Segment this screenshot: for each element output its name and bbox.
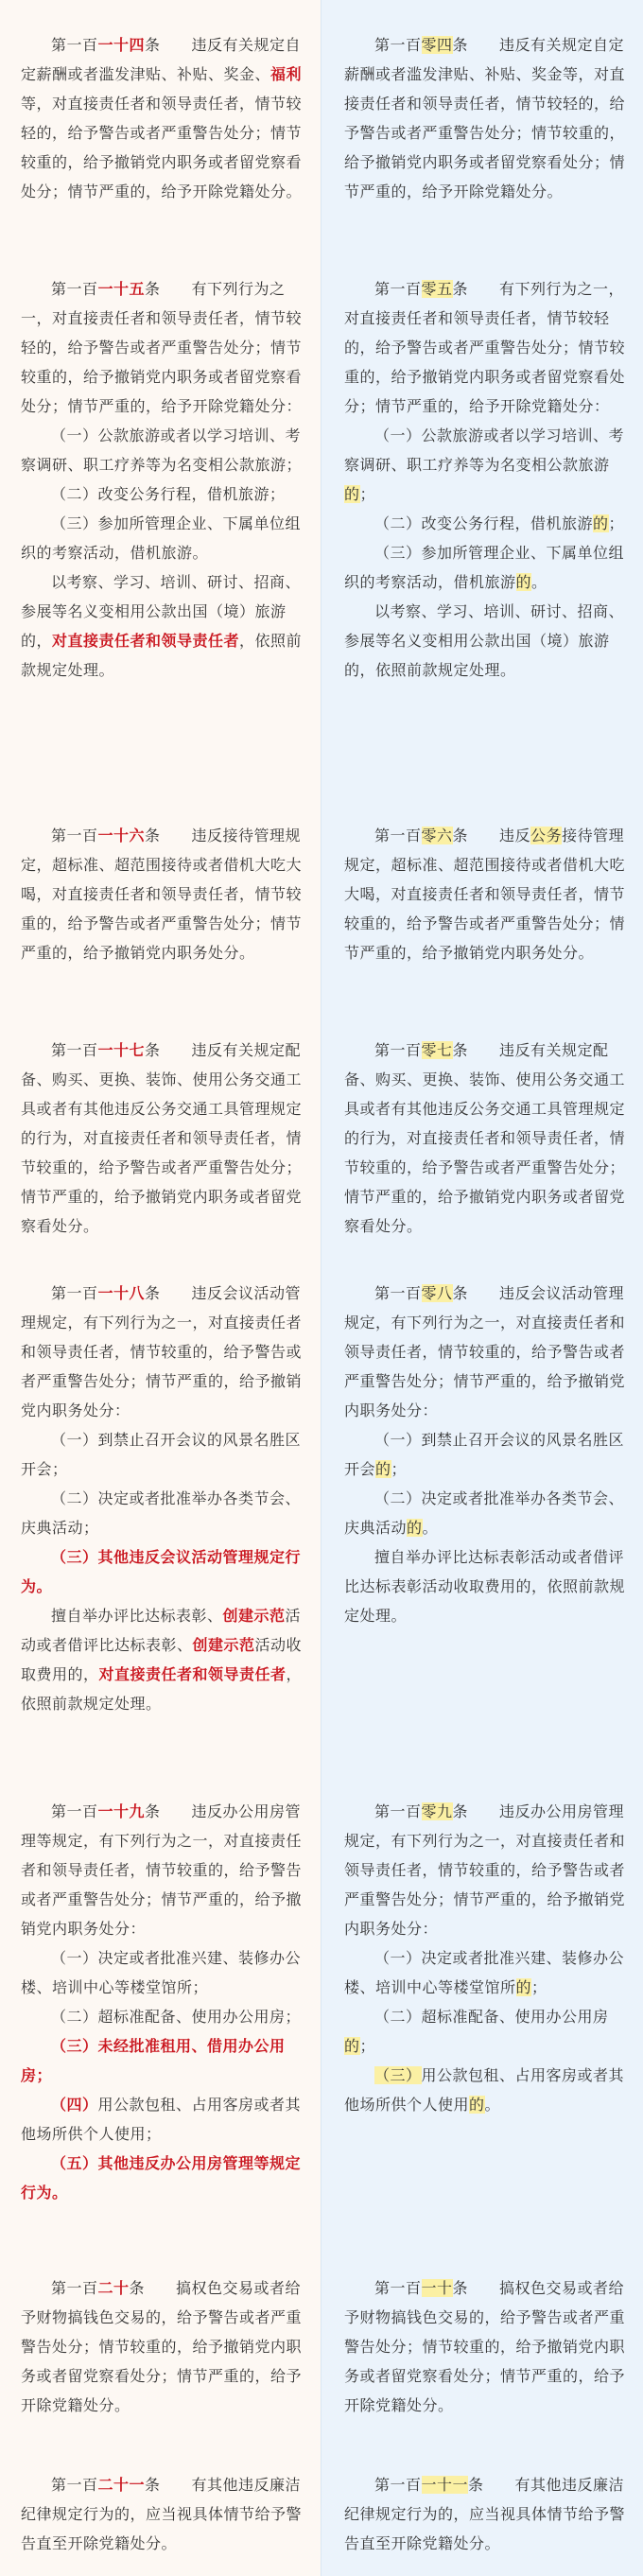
body-text: 用公款包租、占用客房或者其他场所供个人使用	[344, 2066, 625, 2114]
left-article-4	[0, 1036, 322, 1241]
article-paragraph	[344, 2273, 626, 2420]
article-paragraph	[344, 2002, 626, 2061]
right-article-6	[322, 1797, 643, 2119]
article-paragraph	[21, 274, 304, 421]
body-text: 擅自举办评比达标表彰、	[51, 1607, 223, 1625]
body-text: 第一百	[51, 1041, 98, 1059]
article-paragraph	[344, 274, 626, 421]
article-paragraph	[344, 1036, 626, 1241]
body-text: （三）参加所管理企业、下属单位组织的考察活动，借机旅游	[344, 544, 625, 591]
highlighted-text: 一十	[421, 2279, 453, 2297]
left-article-3	[0, 821, 322, 967]
body-text: 条 违反会议活动管理规定，有下列行为之一，对直接责任者和领导责任者，情节较重的，给予警告或者严重警告处分；情节严重的，给予撤销党内职务处分：	[21, 1284, 303, 1419]
highlighted-text: 一十一	[421, 2476, 469, 2494]
body-text: （一）决定或者批准兴建、装修办公楼、培训中心等楼堂馆所；	[21, 1949, 302, 1996]
left-article-6	[0, 1797, 322, 2207]
body-text: （一）决定或者批准兴建、装修办公楼、培训中心等楼堂馆所	[344, 1949, 625, 1996]
right-article-3	[322, 821, 643, 967]
changed-text: 一十八	[97, 1284, 146, 1302]
changed-text: 对直接责任者和领导责任者	[98, 1665, 287, 1683]
article-paragraph	[21, 1601, 304, 1718]
body-text: 。	[531, 573, 547, 591]
article-paragraph	[21, 1797, 304, 1943]
body-text: 条 有下列行为之一，对直接责任者和领导责任者，情节较轻的，给予警告或者严重警告处分；情节较重的，给予撤销党内职务或者留党察看处分；情节严重的，给予开除党籍处分：	[344, 280, 626, 415]
body-text: （一）公款旅游或者以学习培训、考察调研、职工疗养等为名变相公款旅游	[344, 426, 625, 474]
highlighted-text: 的	[344, 2037, 360, 2055]
changed-text: 一十九	[97, 1802, 146, 1820]
article-paragraph	[344, 538, 626, 597]
article-paragraph	[344, 1279, 626, 1425]
highlighted-text: 零七	[421, 1041, 453, 1059]
article-paragraph	[344, 597, 626, 685]
article-paragraph	[21, 567, 304, 685]
article-paragraph	[21, 1943, 304, 2002]
article-paragraph	[21, 1036, 304, 1241]
right-article-4	[322, 1036, 643, 1241]
highlighted-text: 零九	[421, 1802, 453, 1820]
body-text: 第一百	[51, 2279, 98, 2297]
article-paragraph	[21, 2149, 304, 2207]
article-paragraph	[344, 1943, 626, 2002]
body-text: ；	[359, 2037, 376, 2055]
changed-text: （三）其他违反会议活动管理规定行为。	[21, 1548, 302, 1595]
highlighted-text: 零八	[421, 1284, 453, 1302]
changed-text: 对直接责任者和领导责任者	[52, 632, 240, 650]
body-text: ，依照前款规定处理。	[21, 632, 303, 679]
body-text: 条 搞权色交易或者给予财物搞钱色交易的，给予警告或者严重警告处分；情节较重的，给予撤销党内职务或者留党察看处分；情节严重的，给予开除党籍处分。	[21, 2279, 303, 2414]
changed-text: 一十四	[97, 36, 146, 54]
article-paragraph	[21, 479, 304, 509]
left-article-1	[0, 30, 322, 206]
body-text: 第一百	[374, 1802, 422, 1820]
body-text: 第一百	[374, 280, 422, 298]
body-text: 第一百	[374, 2279, 422, 2297]
body-text: 条 违反有关规定自定薪酬或者滥发津贴、补贴、奖金等，对直接责任者和领导责任者，情节较轻的，给予警告或者严重警告处分；情节较重的，给予撤销党内职务或者留党察看处分；情节严重的，给予开除党籍处分。	[344, 36, 626, 200]
changed-text: 创建示范	[222, 1607, 286, 1625]
highlighted-text: 零五	[421, 280, 453, 298]
highlighted-text: 的	[344, 485, 360, 503]
article-paragraph	[21, 1279, 304, 1425]
highlighted-text: 的	[469, 2096, 485, 2114]
highlighted-text: （三）	[374, 2066, 422, 2084]
body-text: （一）公款旅游或者以学习培训、考察调研、职工疗养等为名变相公款旅游；	[21, 426, 303, 474]
article-paragraph	[344, 2470, 626, 2558]
body-text: ；	[531, 1978, 547, 1996]
body-text: 条 有其他违反廉洁纪律规定行为的，应当视具体情节给予警告直至开除党籍处分。	[344, 2476, 626, 2552]
body-text: 用公款包租、占用客房或者其他场所供个人使用；	[21, 2096, 302, 2143]
article-paragraph	[344, 509, 626, 538]
body-text: 第一百	[51, 36, 98, 54]
highlighted-text: 公务	[530, 827, 563, 844]
article-paragraph	[344, 821, 626, 967]
right-article-2	[322, 274, 643, 685]
body-text: 第一百	[374, 2476, 422, 2494]
body-text: 接待管理规定，超标准、超范围接待或者借机大吃大喝，对直接责任者和领导责任者，情节较重的，给予警告或者严重警告处分；情节严重的，给予撤销党内职务处分。	[344, 827, 626, 962]
highlighted-text: 零四	[421, 36, 453, 54]
article-paragraph	[21, 1425, 304, 1484]
body-text: 以考察、学习、培训、研讨、招商、参展等名义变相用公款出国（境）旅游的，	[21, 573, 302, 650]
article-paragraph	[344, 1542, 626, 1630]
right-article-8	[322, 2470, 643, 2558]
body-text: ，依照前款规定处理。	[21, 1665, 303, 1713]
body-text: 条 有其他违反廉洁纪律规定行为的，应当视具体情节给予警告直至开除党籍处分。	[21, 2476, 303, 2552]
changed-text: 创建示范	[192, 1636, 255, 1654]
changed-text: 一十五	[97, 280, 146, 298]
body-text: （二）超标准配备、使用办公用房；	[51, 2008, 302, 2026]
body-text: 条 搞权色交易或者给予财物搞钱色交易的，给予警告或者严重警告处分；情节较重的，给予撤销党内职务或者留党察看处分；情节严重的，给予开除党籍处分。	[344, 2279, 626, 2414]
body-text: 第一百	[51, 280, 98, 298]
body-text: 。	[422, 1519, 439, 1537]
highlighted-text: 的	[375, 1460, 391, 1478]
article-paragraph	[344, 30, 626, 206]
highlighted-text: 的	[407, 1519, 423, 1537]
body-text: （二）决定或者批准举办各类节会、庆典活动；	[21, 1489, 302, 1537]
highlighted-text: 的	[515, 1978, 532, 1996]
article-paragraph	[344, 1797, 626, 1943]
body-text: 第一百	[374, 1041, 422, 1059]
article-paragraph	[344, 1425, 626, 1484]
body-text: 条 违反办公用房管理规定，有下列行为之一，对直接责任者和领导责任者，情节较重的，给予警告或者严重警告处分；情节严重的，给予撤销党内职务处分：	[344, 1802, 626, 1938]
changed-text: 一十六	[97, 827, 146, 844]
body-text: ；	[391, 1460, 408, 1478]
article-paragraph	[21, 2002, 304, 2031]
body-text: 。	[484, 2096, 501, 2114]
body-text: 第一百	[374, 36, 422, 54]
body-text: 活动或者借评比达标表彰、	[21, 1607, 302, 1654]
body-text: 第一百	[51, 1284, 98, 1302]
body-text: 条 违反有关规定自定薪酬或者滥发津贴、补贴、奖金、	[21, 36, 302, 83]
body-text: （三）参加所管理企业、下属单位组织的考察活动，借机旅游。	[21, 514, 302, 562]
changed-text: （四）	[51, 2096, 98, 2114]
body-text: 以考察、学习、培训、研讨、招商、参展等名义变相用公款出国（境）旅游的，依照前款规定处理。	[344, 602, 625, 679]
body-text: （二）超标准配备、使用办公用房	[374, 2008, 609, 2026]
body-text: 第一百	[51, 2476, 98, 2494]
body-text: 条 违反有关规定配备、购买、更换、装饰、使用公务交通工具或者有其他违反公务交通工具管理规定的行为，对直接责任者和领导责任者，情节较重的，给予警告或者严重警告处分；情节严重的，给予撤销党内职务或者留党察看处分。	[21, 1041, 303, 1235]
changed-text: 福利	[270, 65, 303, 83]
body-text: ；	[359, 485, 376, 503]
changed-text: 二十	[97, 2279, 130, 2297]
article-paragraph	[21, 2470, 304, 2558]
changed-text: 一十七	[97, 1041, 146, 1059]
article-paragraph	[21, 821, 304, 967]
article-paragraph	[21, 421, 304, 479]
body-text: 第一百	[374, 827, 422, 844]
article-paragraph	[344, 1484, 626, 1542]
changed-text: （五）其他违反办公用房管理等规定行为。	[21, 2154, 302, 2202]
right-article-5	[322, 1279, 643, 1630]
body-text: 活动收取费用的，	[21, 1636, 303, 1683]
article-paragraph	[344, 2061, 626, 2119]
article-paragraph	[21, 2090, 304, 2149]
article-paragraph	[21, 2273, 304, 2420]
highlighted-text: 的	[515, 573, 532, 591]
body-text: 条 违反接待管理规定，超标准、超范围接待或者借机大吃大喝，对直接责任者和领导责任者，情节较重的，给予警告或者严重警告处分；情节严重的，给予撤销党内职务处分。	[21, 827, 303, 962]
changed-text: 二十一	[97, 2476, 146, 2494]
left-article-2	[0, 274, 322, 685]
left-article-8	[0, 2470, 322, 2558]
body-text: 擅自举办评比达标表彰活动或者借评比达标表彰活动收取费用的，依照前款规定处理。	[344, 1548, 626, 1625]
highlighted-text: 零六	[421, 827, 453, 844]
body-text: 条 违反办公用房管理等规定，有下列行为之一，对直接责任者和领导责任者，情节较重的，给予警告或者严重警告处分；情节严重的，给予撤销党内职务处分：	[21, 1802, 303, 1938]
article-paragraph	[344, 421, 626, 509]
highlighted-text: 的	[593, 514, 609, 532]
article-paragraph	[21, 30, 304, 206]
body-text: （一）到禁止召开会议的风景名胜区开会	[344, 1431, 625, 1478]
left-article-7	[0, 2273, 322, 2420]
body-text: 条 违反有关规定配备、购买、更换、装饰、使用公务交通工具或者有其他违反公务交通工具管理规定的行为，对直接责任者和领导责任者，情节较重的，给予警告或者严重警告处分；情节严重的，给予撤销党内职务或者留党察看处分。	[344, 1041, 626, 1235]
body-text: （二）改变公务行程，借机旅游；	[51, 485, 286, 503]
body-text: 条 违反	[452, 827, 531, 844]
changed-text: （三）未经批准租用、借用办公用房；	[21, 2037, 286, 2084]
left-article-5	[0, 1279, 322, 1718]
right-article-7	[322, 2273, 643, 2420]
right-article-1	[322, 30, 643, 206]
body-text: （二）改变公务行程，借机旅游	[374, 514, 594, 532]
article-paragraph	[21, 2031, 304, 2090]
body-text: （一）到禁止召开会议的风景名胜区开会；	[21, 1431, 302, 1478]
body-text: （二）决定或者批准举办各类节会、庆典活动	[344, 1489, 625, 1537]
body-text: 条 有下列行为之一，对直接责任者和领导责任者，情节较轻的，给予警告或者严重警告处分；情节较重的，给予撤销党内职务或者留党察看处分；情节严重的，给予开除党籍处分：	[21, 280, 303, 415]
body-text: 第一百	[51, 827, 98, 844]
body-text: 条 违反会议活动管理规定，有下列行为之一，对直接责任者和领导责任者，情节较重的，给予警告或者严重警告处分；情节严重的，给予撤销党内职务处分：	[344, 1284, 626, 1419]
article-paragraph	[21, 509, 304, 567]
article-paragraph	[21, 1484, 304, 1542]
body-text: ；	[608, 514, 625, 532]
body-text: 第一百	[374, 1284, 422, 1302]
body-text: 等，对直接责任者和领导责任者，情节较轻的，给予警告或者严重警告处分；情节较重的，给予撤销党内职务或者留党察看处分；情节严重的，给予开除党籍处分。	[21, 95, 303, 200]
new-version-column	[322, 0, 643, 2576]
body-text: 第一百	[51, 1802, 98, 1820]
article-paragraph	[21, 1542, 304, 1601]
